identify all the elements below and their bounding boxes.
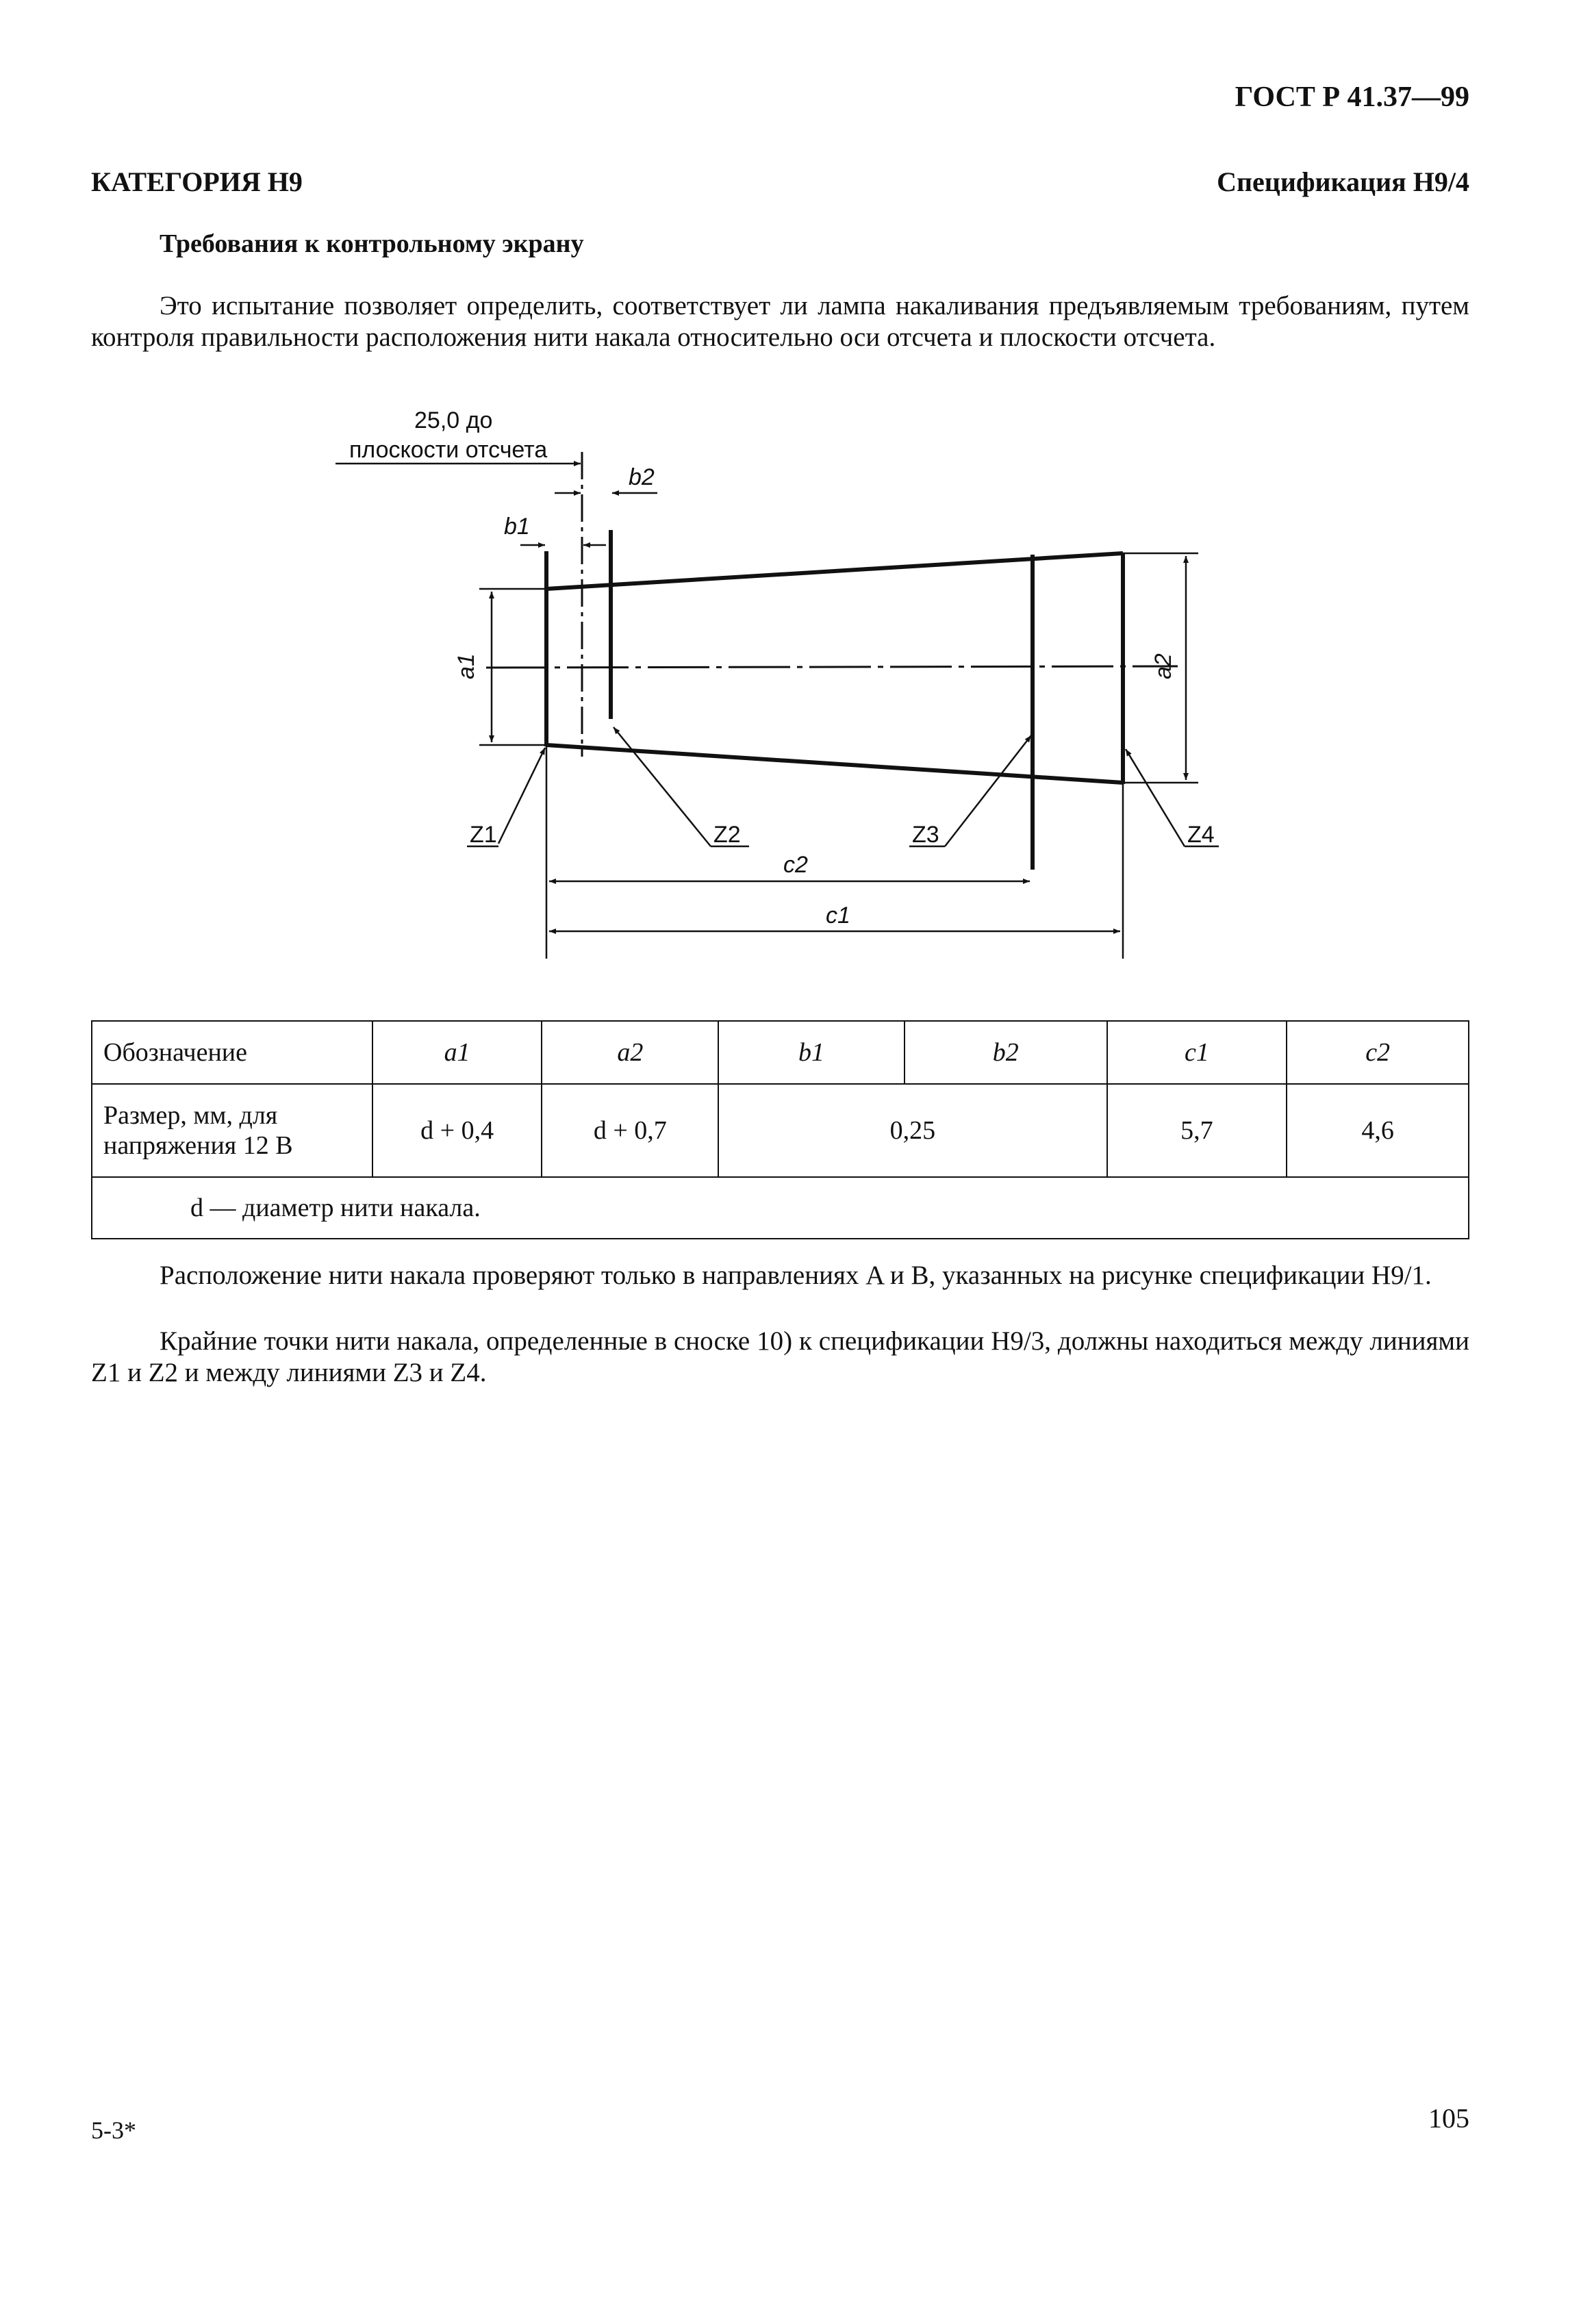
label-z1: Z1 (470, 822, 497, 848)
table-header-row (92, 1021, 1469, 1084)
label-a2: a2 (1150, 653, 1176, 679)
value-b: 0,25 (718, 1084, 1106, 1177)
label-b1: b1 (504, 514, 530, 540)
ref-plane-label: плоскости отсчета (349, 437, 548, 463)
value-c2: 4,6 (1287, 1084, 1469, 1177)
label-c2: c2 (783, 852, 808, 878)
value-a2: d + 0,7 (542, 1084, 718, 1177)
category-heading: КАТЕГОРИЯ Н9 (91, 166, 303, 197)
dimensions-table (91, 1020, 1469, 1239)
top-edge (546, 553, 1123, 589)
label-b2: b2 (629, 464, 655, 490)
label-a1: a1 (453, 653, 479, 679)
row-label-cell: Размер, мм, для напряжения 12 В (92, 1084, 372, 1177)
symbol-a1: a1 (372, 1021, 542, 1084)
paragraph-directions: Расположение нити накала проверяют только в направлениях A и B, указанных на рисунке спецификации Н9/1. (160, 1261, 1432, 1290)
intro-paragraph: Это испытание позволяет определить, соответствует ли лампа накаливания предъявляемым требованиям, путем контроля правильности расположения нити накала относительно оси отсчета и плоскости отсчета. (91, 291, 1469, 352)
value-c1: 5,7 (1107, 1084, 1287, 1177)
symbol-c2: c2 (1287, 1021, 1469, 1084)
label-c1: c1 (826, 902, 850, 929)
page-number: 105 (1428, 2103, 1469, 2134)
paragraph-extreme-points: Крайние точки нити накала, определенные в сноске 10) к спецификации Н9/3, должны находиться между линиями Z1 и Z2 и между линиями Z3 и Z4. (91, 1326, 1469, 1387)
section-title: Требования к контрольному экрану (160, 229, 584, 258)
specification-heading: Спецификация Н9/4 (1217, 166, 1469, 197)
symbol-a2: a2 (542, 1021, 718, 1084)
header-label-cell: Обозначение (92, 1021, 372, 1084)
symbol-c1: c1 (1107, 1021, 1287, 1084)
filament-position-figure (315, 397, 1274, 972)
ref-distance-label: 25,0 до (414, 407, 493, 433)
table-note-row (92, 1177, 1469, 1239)
symbol-b1: b1 (718, 1021, 905, 1084)
reference-axis-line (486, 666, 1178, 668)
footer-mark: 5-3* (91, 2117, 136, 2144)
standard-number: ГОСТ Р 41.37—99 (1235, 81, 1469, 113)
label-z3: Z3 (912, 822, 939, 848)
table-note: d — диаметр нити накала. (92, 1177, 1469, 1239)
value-a1: d + 0,4 (372, 1084, 542, 1177)
table-values-row (92, 1084, 1469, 1177)
symbol-b2: b2 (905, 1021, 1107, 1084)
label-z2: Z2 (713, 822, 741, 848)
label-z4: Z4 (1187, 822, 1215, 848)
